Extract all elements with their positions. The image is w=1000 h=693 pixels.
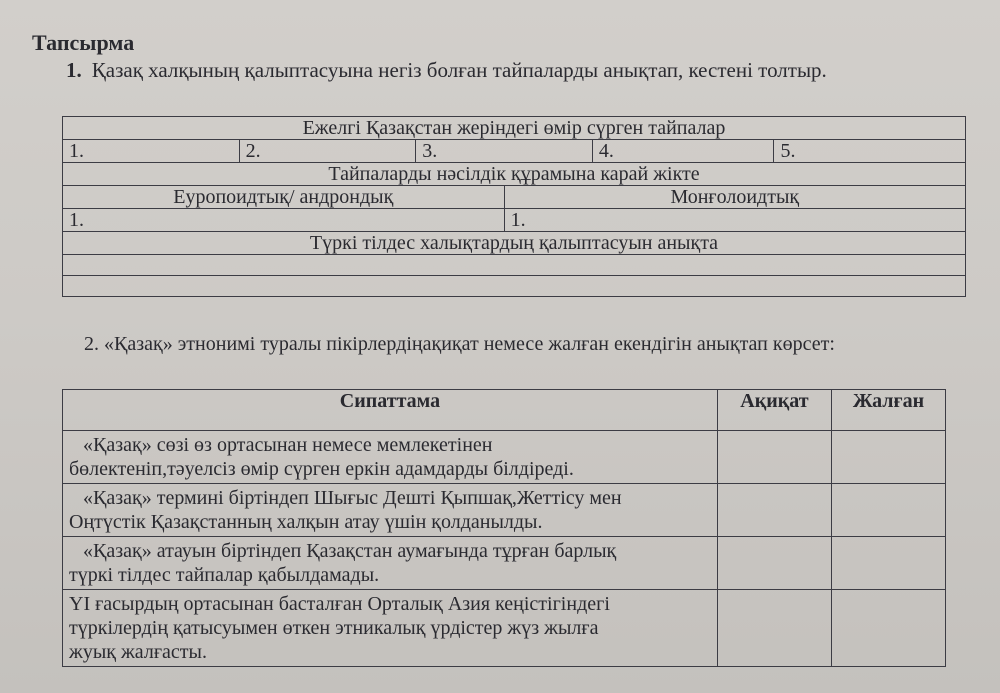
turkic-header: Түркі тілдес халықтардың қалыптасуын анықта (63, 232, 966, 255)
false-answer-cell[interactable] (831, 590, 945, 667)
false-answer-cell[interactable] (831, 484, 945, 537)
tribe-cell-3[interactable]: 3. (416, 140, 593, 163)
statement-line: түркі тілдес тайпалар қабылдамады. (69, 564, 380, 586)
turkic-answer-cell-1[interactable] (63, 255, 966, 276)
statement-line: «Қазақ» термині біртіндеп Шығыс Дешті Қыпшақ,Жеттісу мен (83, 487, 622, 509)
table-row (63, 537, 946, 590)
task-2-instruction: 2. «Қазақ» этнонимі туралы пікірлердіңақиқат немесе жалған екендігін анықтап көрсет: (84, 333, 835, 355)
false-answer-cell[interactable] (831, 431, 945, 484)
tribes-table-title: Ежелгі Қазақстан жеріндегі өмір сүрген тайпалар (63, 117, 966, 140)
page-title: Тапсырма (32, 30, 135, 55)
statement-line: жуық жалғасты. (69, 641, 207, 663)
false-header: Жалған (831, 390, 945, 431)
mongoloid-cell-1[interactable]: 1. (504, 209, 965, 232)
true-answer-cell[interactable] (717, 484, 831, 537)
true-header: Ақиқат (717, 390, 831, 431)
statement-line: Оңтүстік Қазақстанның халқын атау үшін қолданылды. (69, 511, 543, 533)
statement-line: бөлектеніп,тәуелсіз өмір сүрген еркін адамдарды білдіреді. (69, 458, 574, 480)
statement-cell (63, 431, 718, 484)
description-header: Сипаттама (63, 390, 718, 431)
tribe-cell-4[interactable]: 4. (592, 140, 774, 163)
true-answer-cell[interactable] (717, 537, 831, 590)
mongoloid-header: Монғолоидтық (504, 186, 965, 209)
statement-line: «Қазақ» атауын біртіндеп Қазақстан аумағында тұрған барлық (83, 540, 617, 562)
statement-cell (63, 484, 718, 537)
tribe-cell-5[interactable]: 5. (774, 140, 966, 163)
task-1-instruction (66, 58, 827, 83)
statement-cell (63, 590, 718, 667)
task-1-text: Қазақ халқының қалыптасуына негіз болған тайпаларды анықтап, кестені толтыр. (91, 58, 827, 82)
tribes-number-row (63, 140, 966, 163)
classify-header: Тайпаларды нәсілдік құрамына карай жікте (63, 163, 966, 186)
table-row (63, 484, 946, 537)
false-answer-cell[interactable] (831, 537, 945, 590)
true-answer-cell[interactable] (717, 431, 831, 484)
task-1-number: 1. (66, 58, 82, 82)
tribe-cell-2[interactable]: 2. (239, 140, 416, 163)
table-row (63, 431, 946, 484)
ethnonym-table (62, 389, 946, 667)
statement-line: ҮІ ғасырдың ортасынан басталған Орталық Азия кеңістігіндегі (69, 593, 610, 615)
statement-line: «Қазақ» сөзі өз ортасынан немесе мемлекетінен (83, 434, 493, 456)
europoid-cell-1[interactable]: 1. (63, 209, 505, 232)
turkic-answer-cell-2[interactable] (63, 276, 966, 297)
statement-cell (63, 537, 718, 590)
table-row (63, 590, 946, 667)
tribe-cell-1[interactable]: 1. (63, 140, 240, 163)
statement-line: түркілердің қатысуымен өткен этникалық үрдістер жүз жылға (69, 617, 599, 639)
tribes-table (62, 116, 966, 297)
europoid-header: Еуропоидтық/ андрондық (63, 186, 505, 209)
true-answer-cell[interactable] (717, 590, 831, 667)
